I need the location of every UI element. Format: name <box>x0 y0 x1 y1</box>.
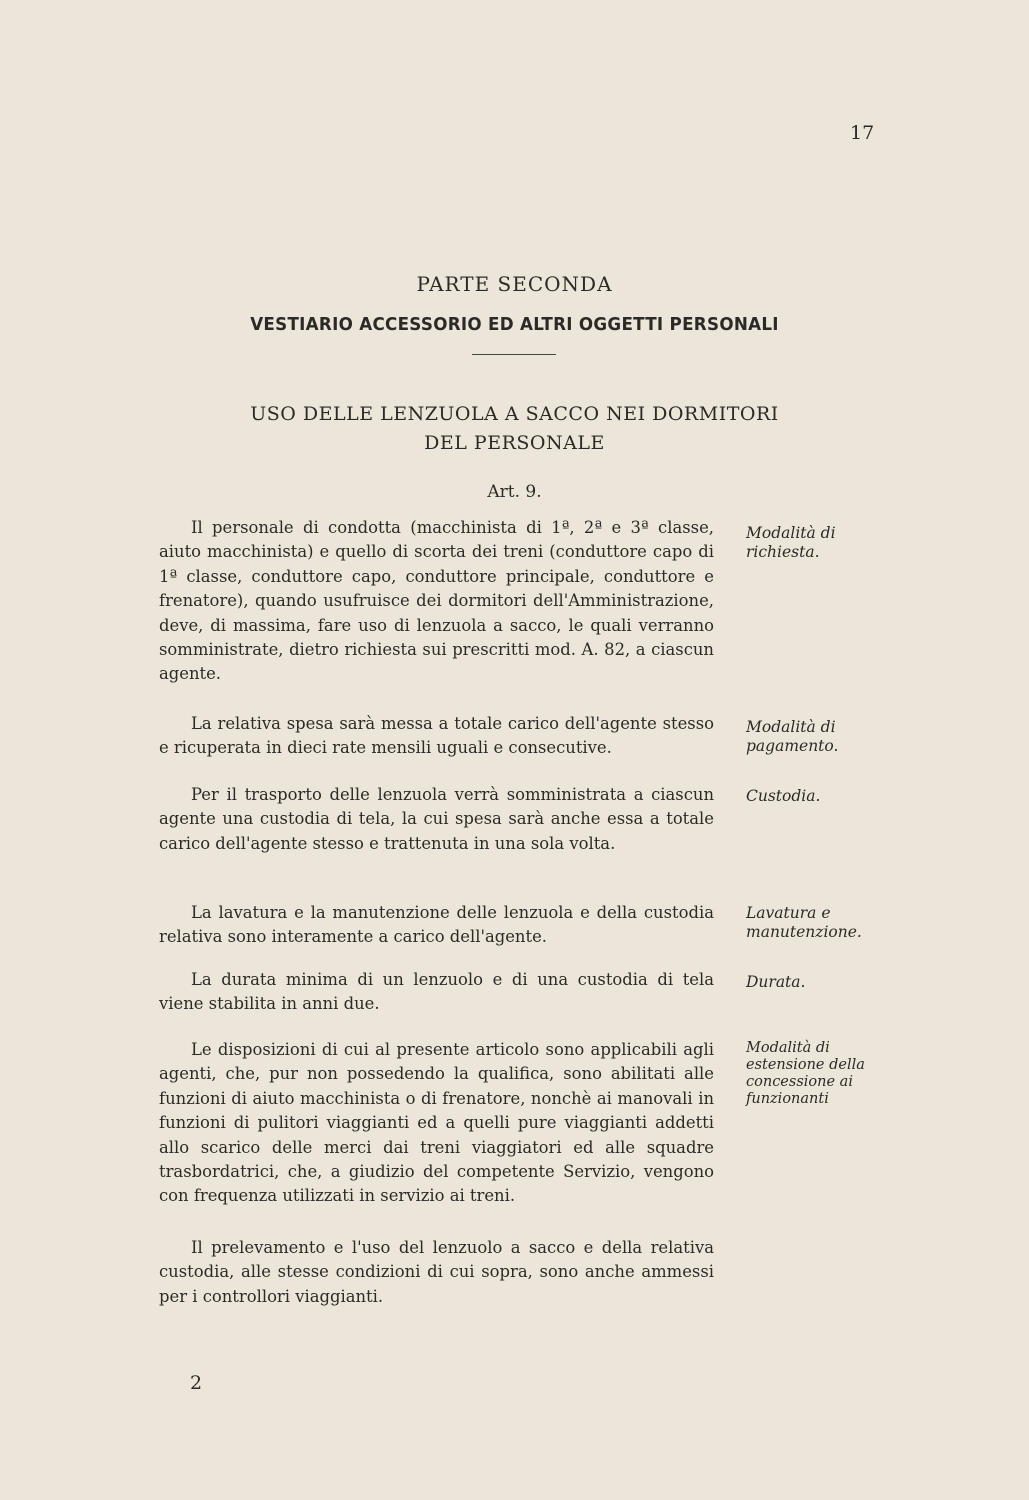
part-title: PARTE SECONDA <box>416 272 613 296</box>
margin-note-6: Modalità di estensione della concessione ai funzionanti <box>746 1040 865 1107</box>
subheading-line-2: DEL PERSONALE <box>424 432 605 454</box>
paragraph-1: Il personale di condotta (macchinista di 1ª, 2ª e 3ª classe, aiuto macchinista) e quello di scorta dei treni (conduttore capo di 1ª classe, conduttore capo, conduttore principale, conduttore e frenatore), quando usufruisce dei dormitori dell'Amministrazione, deve, di massima, fare uso di lenzuola a sacco, le quali verranno somministrate, dietro richiesta sui prescritti mod. A. 82, a ciascun agente. <box>159 518 714 684</box>
margin-note-3: Custodia. <box>746 787 821 805</box>
margin-note-2: Modalità di pagamento. <box>746 718 839 755</box>
paragraph-4: La lavatura e la manutenzione delle lenzuola e della custodia relativa sono interamente a carico dell'agente. <box>159 903 714 947</box>
signature-mark: 2 <box>190 1372 203 1394</box>
article-label: Art. 9. <box>487 482 542 502</box>
paragraph-3: Per il trasporto delle lenzuola verrà somministrata a ciascun agente una custodia di tela, la cui spesa sarà anche essa a totale carico dell'agente stesso e trattenuta in una sola volta. <box>159 785 714 853</box>
subheading-line-1: USO DELLE LENZUOLA A SACCO NEI DORMITORI <box>250 403 779 425</box>
paragraph-5: La durata minima di un lenzuolo e di una custodia di tela viene stabilita in anni due. <box>159 970 714 1014</box>
paragraph-7: Il prelevamento e l'uso del lenzuolo a sacco e della relativa custodia, alle stesse condizioni di cui sopra, sono anche ammessi per i controllori viaggianti. <box>159 1238 714 1306</box>
margin-note-5: Durata. <box>746 973 806 991</box>
title-divider <box>472 354 556 355</box>
paragraph-2: La relativa spesa sarà messa a totale carico dell'agente stesso e ricuperata in dieci rate mensili uguali e consecutive. <box>159 714 714 758</box>
section-title: VESTIARIO ACCESSORIO ED ALTRI OGGETTI PERSONALI <box>250 314 779 335</box>
margin-note-4: Lavatura e manutenzione. <box>746 904 862 941</box>
paragraph-6: Le disposizioni di cui al presente articolo sono applicabili agli agenti, che, pur non possedendo la qualifica, sono abilitati alle funzioni di aiuto macchinista o di frenatore, nonchè ai manovali in funzioni di pulitori viaggianti ed a quelli pure viaggianti addetti allo scarico delle merci dai treni viaggiatori ed alle squadre trasbordatrici, che, a giudizio del competente Servizio, vengono con frequenza utilizzati in servizio ai treni. <box>159 1040 714 1206</box>
margin-note-1: Modalità di richiesta. <box>746 524 836 561</box>
page-number: 17 <box>850 122 875 144</box>
